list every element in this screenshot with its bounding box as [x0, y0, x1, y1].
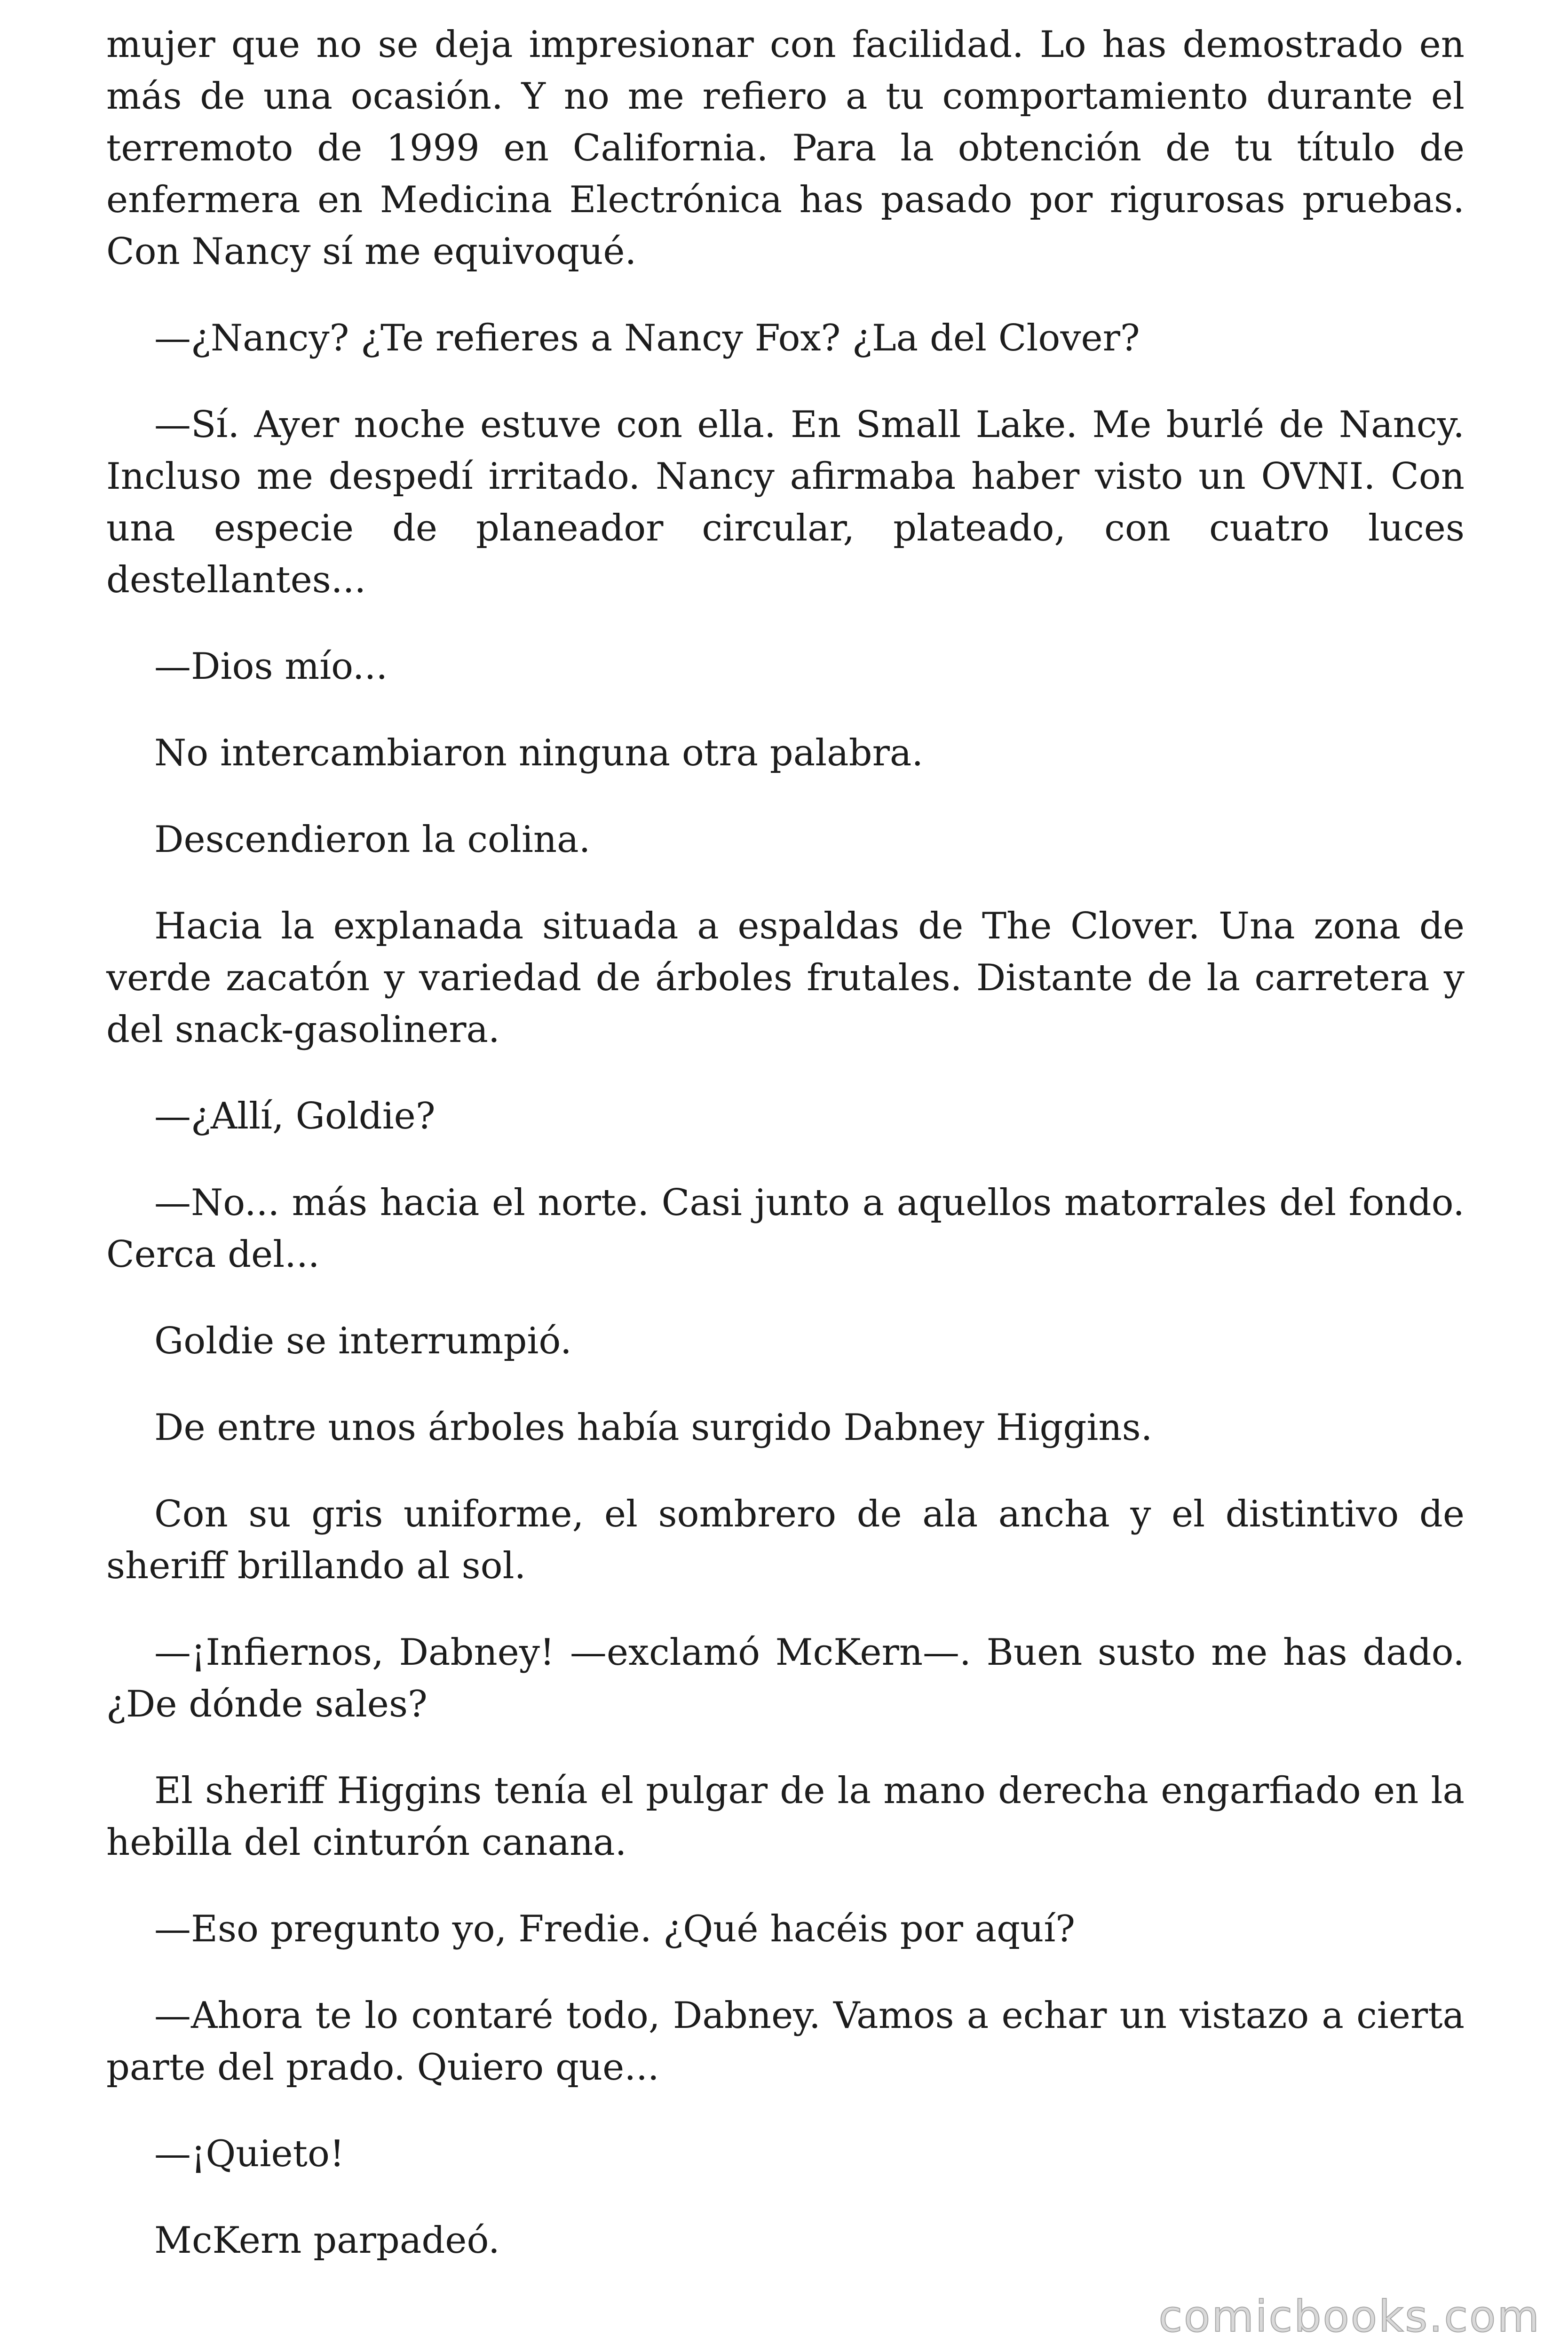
paragraph-dialogue: —Ahora te lo contaré todo, Dabney. Vamos a echar un vistazo a cierta parte del prado. Quiero que... [106, 1994, 1465, 2089]
paragraph-dialogue: —¿Allí, Goldie? [154, 1095, 436, 1137]
paragraph-dialogue: —No... más hacia el norte. Casi junto a aquellos matorrales del fondo. Cerca del... [106, 1182, 1465, 1276]
paragraph-dialogue: —Dios mío... [154, 645, 388, 688]
paragraph-dialogue: —Sí. Ayer noche estuve con ella. En Small Lake. Me burlé de Nancy. Incluso me despedí irritado. Nancy afirmaba haber visto un OVNI. Con una especie de planeador circular, plateado, con cuatro luces destellantes... [106, 404, 1465, 601]
book-page [106, 19, 1465, 2301]
paragraph-narration: El sheriff Higgins tenía el pulgar de la mano derecha engarfiado en la hebilla del cinturón canana. [106, 1770, 1465, 1864]
paragraph-narration: No intercambiaron ninguna otra palabra. [154, 732, 924, 774]
watermark-logo: comicbooks.com [1158, 2291, 1541, 2342]
paragraph-dialogue: —¡Quieto! [154, 2133, 345, 2175]
paragraph-narration: Descendieron la colina. [154, 818, 591, 861]
paragraph-narration: Con su gris uniforme, el sombrero de ala ancha y el distintivo de sheriff brillando al sol. [106, 1493, 1465, 1587]
paragraph-narration: Goldie se interrumpió. [154, 1320, 572, 1362]
paragraph-dialogue: —Eso pregunto yo, Fredie. ¿Qué hacéis por aquí? [154, 1908, 1076, 1950]
paragraph-narration: Hacia la explanada situada a espaldas de The Clover. Una zona de verde zacatón y variedad de árboles frutales. Distante de la carretera y del snack-gasolinera. [106, 905, 1465, 1051]
paragraph-dialogue: —¡Infiernos, Dabney! —exclamó McKern—. Buen susto me has dado. ¿De dónde sales? [106, 1631, 1465, 1725]
paragraph-continued: mujer que no se deja impresionar con facilidad. Lo has demostrado en más de una ocasión. Y no me refiero a tu comportamiento durante el terremoto de 1999 en California. Para la obtención de tu título de enfermera en Medicina Electrónica has pasado por rigurosas pruebas. Con Nancy sí me equivoqué. [106, 24, 1465, 273]
paragraph-narration: McKern parpadeó. [154, 2219, 500, 2262]
paragraph-narration: De entre unos árboles había surgido Dabney Higgins. [154, 1406, 1153, 1449]
paragraph-dialogue: —¿Nancy? ¿Te refieres a Nancy Fox? ¿La del Clover? [154, 317, 1140, 359]
